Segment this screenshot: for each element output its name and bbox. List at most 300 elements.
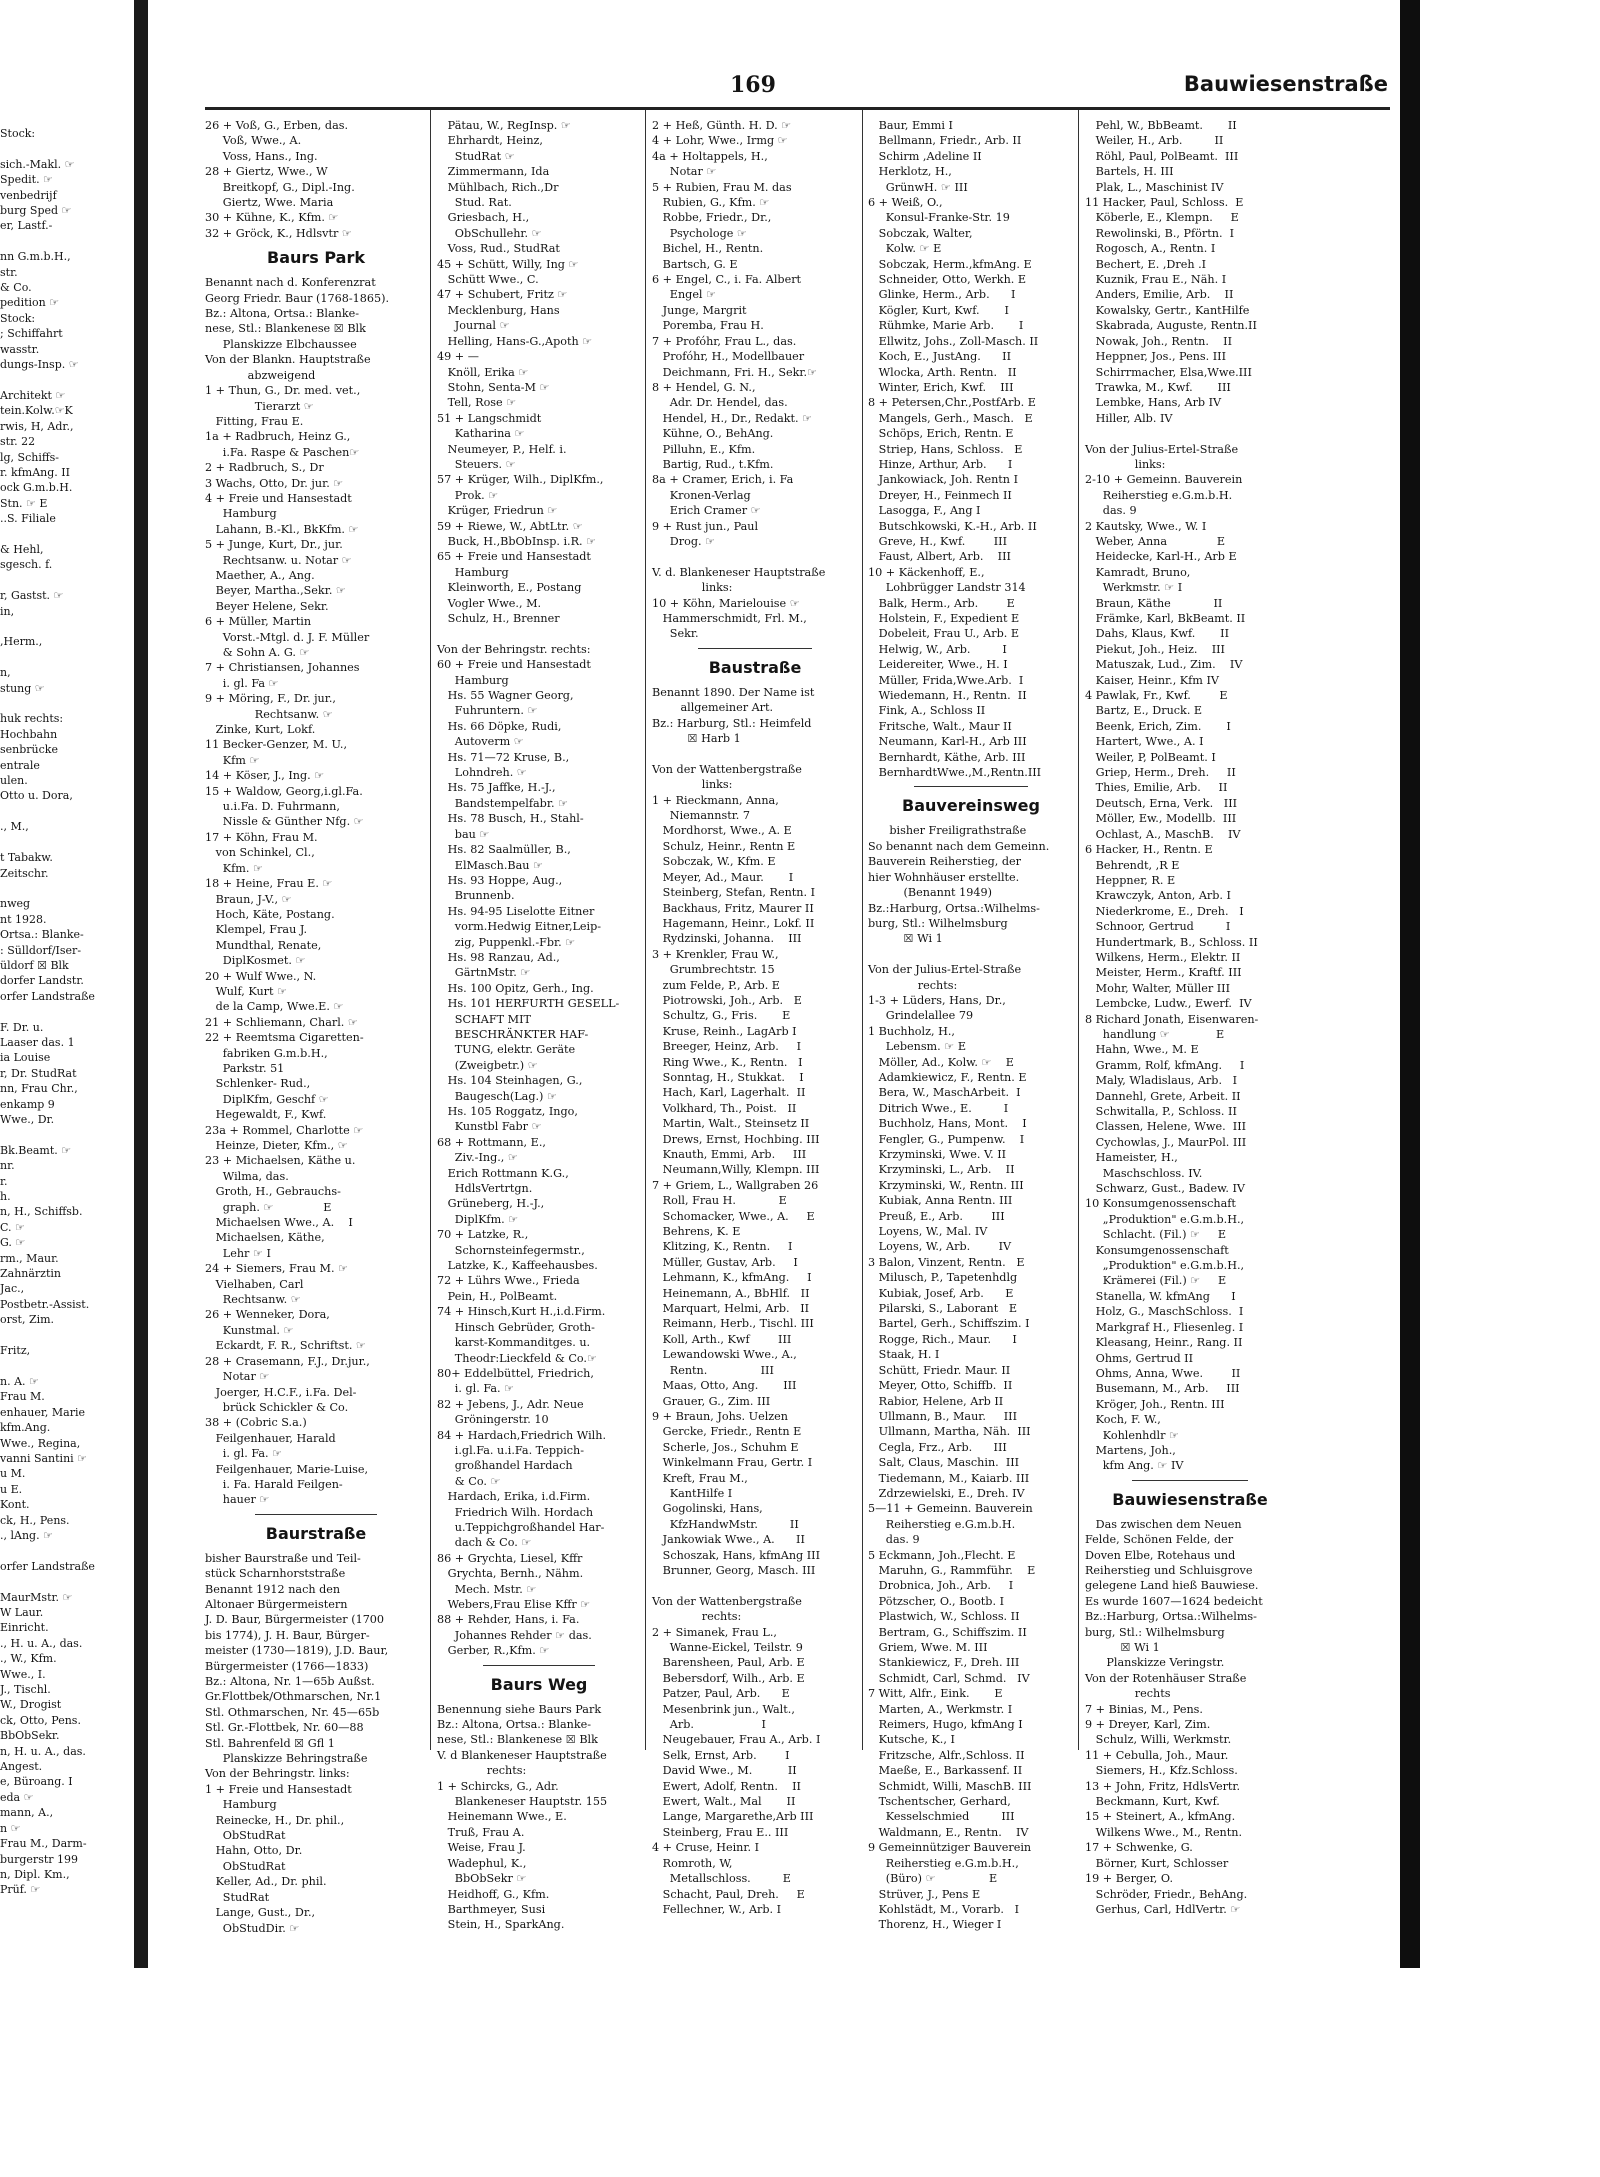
directory-entry: TUNG, elektr. Geräte — [437, 1043, 576, 1057]
directory-entry — [0, 527, 128, 542]
directory-entry: Backhaus, Fritz, Maurer II — [652, 901, 814, 915]
directory-entry: Wadephul, K., — [437, 1856, 527, 1870]
directory-entry: 59 + Riewe, W., AbtLtr. ☞ — [437, 519, 583, 533]
directory-entry: Weber, Anna E — [1085, 534, 1225, 548]
directory-entry: Sobczak, W., Kfm. E — [652, 855, 776, 869]
directory-entry: 51 + Langschmidt — [437, 411, 542, 425]
directory-entry: StudRat ☞ — [437, 149, 515, 163]
directory-entry: Meister, Herm., Kraftf. III — [1085, 966, 1242, 980]
directory-entry: Schwarz, Gust., Badew. IV — [1085, 1182, 1245, 1196]
directory-entry: ..S. Filiale — [0, 512, 56, 526]
directory-entry: Bartsch, G. E — [652, 257, 738, 271]
directory-entry: Fitting, Frau E. — [205, 414, 304, 428]
directory-entry: Barthmeyer, Susi — [437, 1902, 546, 1916]
directory-entry: V. d Blankeneser Hauptstraße — [437, 1748, 607, 1762]
directory-entry: 5—11 + Gemeinn. Bauverein — [868, 1502, 1033, 1516]
directory-entry: Kubiak, Josef, Arb. E — [868, 1286, 1014, 1300]
directory-entry: Robbe, Friedr., Dr., — [652, 211, 772, 225]
directory-entry: Profóhr, H., Modellbauer — [652, 350, 805, 364]
column-divider — [862, 110, 863, 1750]
directory-entry — [0, 373, 128, 388]
directory-entry: Johannes Rehder ☞ das. — [437, 1628, 592, 1642]
directory-entry: Kohlstädt, M., Vorarb. I — [868, 1902, 1020, 1916]
directory-entry: Jankowiak Wwe., A. II — [652, 1533, 805, 1547]
directory-entry: Vogler Wwe., M. — [437, 596, 542, 610]
directory-entry: Braun, Käthe II — [1085, 596, 1223, 610]
book-spine-shadow — [134, 0, 148, 2177]
directory-entry: 3 + Krenkler, Frau W., — [652, 947, 779, 961]
directory-entry: Hs. 78 Busch, H., Stahl- — [437, 812, 584, 826]
directory-entry: Loyens, W., Arb. IV — [868, 1240, 1012, 1254]
directory-entry: 84 + Hardach,Friedrich Wilh. — [437, 1428, 606, 1442]
directory-entry: rm., Maur. — [0, 1251, 59, 1265]
directory-entry: Otto u. Dora, — [0, 789, 73, 803]
directory-entry: ; Schiffahrt — [0, 327, 63, 341]
directory-entry: Kunstmal. ☞ — [205, 1323, 294, 1337]
directory-entry: Striep, Hans, Schloss. E — [868, 442, 1023, 456]
directory-entry: Schmidt, Willi, MaschB. III — [868, 1779, 1032, 1793]
directory-entry: Lembcke, Ludw., Ewerf. IV — [1085, 997, 1252, 1011]
directory-entry: Stock: — [0, 311, 36, 325]
directory-entry: Von der Behringstr. links: — [205, 1767, 350, 1781]
directory-entry: Rechtsanw. ☞ — [205, 1293, 301, 1307]
directory-entry: Nowak, Joh., Rentn. II — [1085, 334, 1232, 348]
directory-entry: u E. — [0, 1482, 23, 1496]
directory-entry: Balk, Herm., Arb. E — [868, 596, 1015, 610]
directory-entry: Leidereiter, Wwe., H. I — [868, 658, 1008, 672]
directory-entry: rechts — [1085, 1687, 1171, 1701]
directory-entry: Pilluhn, E., Kfm. — [652, 442, 756, 456]
directory-entry: 13 + John, Fritz, HdlsVertr. — [1085, 1779, 1241, 1793]
directory-entry: F. Dr. u. — [0, 1020, 44, 1034]
directory-entry: i. Fa. Harald Feilgen- — [205, 1477, 343, 1491]
street-heading: Baustraße — [708, 657, 802, 677]
directory-entry: Bertram, G., Schiffszim. II — [868, 1625, 1027, 1639]
directory-entry: Lebensm. ☞ E — [868, 1040, 967, 1054]
directory-entry: C. ☞ — [0, 1220, 25, 1234]
directory-entry: 8 + Hendel, G. N., — [652, 380, 756, 394]
directory-entry: Helling, Hans-G.,Apoth ☞ — [437, 334, 593, 348]
directory-entry: abzweigend — [205, 368, 316, 382]
directory-entry: Baugesch(Lag.) ☞ — [437, 1089, 558, 1103]
directory-entry: GrünwH. ☞ III — [868, 180, 968, 194]
column-divider — [1078, 110, 1079, 1750]
directory-entry: Blankeneser Hauptstr. 155 — [437, 1795, 608, 1809]
directory-entry: Hoch, Käte, Postang. — [205, 907, 335, 921]
directory-entry: Lembke, Hans, Arb IV — [1085, 396, 1222, 410]
directory-entry: Groth, H., Gebrauchs- — [205, 1185, 341, 1199]
directory-entry: Bauverein Reiherstieg, der — [868, 855, 1021, 869]
directory-entry: Bz.: Altona, Ortsa.: Blanke- — [437, 1718, 592, 1732]
directory-entry: Maether, A., Ang. — [205, 568, 315, 582]
directory-entry: meister (1730—1819), J.D. Baur, — [205, 1644, 389, 1658]
directory-entry: „Produktion" e.G.m.b.H., — [1085, 1212, 1245, 1226]
directory-entry: Reimann, Herb., Tischl. III — [652, 1317, 814, 1331]
directory-entry: Webers,Frau Elise Kffr ☞ — [437, 1598, 591, 1611]
directory-entry: Hs. 101 HERFURTH GESELL- — [437, 997, 620, 1011]
directory-entry: Benennung siehe Baurs Park — [437, 1702, 602, 1716]
directory-entry: Mordhorst, Wwe., A. E — [652, 824, 792, 838]
directory-entry: Heidhoff, G., Kfm. — [437, 1887, 550, 1901]
directory-entry: Bz.:Harburg, Ortsa.:Wilhelms- — [868, 901, 1040, 915]
directory-entry: Ortsa.: Blanke- — [0, 928, 84, 942]
directory-entry: sich.-Makl. ☞ — [0, 157, 75, 171]
directory-entry: Feilgenhauer, Marie-Luise, — [205, 1462, 369, 1476]
directory-entry: 47 + Schubert, Fritz ☞ — [437, 288, 568, 302]
directory-entry: Greve, H., Kwf. III — [868, 534, 1007, 548]
directory-entry: Hs. 55 Wagner Georg, — [437, 689, 574, 703]
directory-entry: 86 + Grychta, Liesel, Kffr — [437, 1551, 583, 1565]
directory-entry: Stock: — [0, 127, 36, 140]
directory-entry: BbObSekr ☞ — [437, 1872, 527, 1886]
directory-entry: Hs. 93 Hoppe, Aug., — [437, 873, 563, 887]
directory-entry: links: — [652, 581, 733, 595]
directory-entry: Preuß, E., Arb. III — [868, 1209, 1005, 1223]
directory-entry: Keller, Ad., Dr. phil. — [205, 1875, 327, 1889]
directory-entry: Hammerschmidt, Frl. M., — [652, 612, 807, 625]
directory-entry: Hamburg — [205, 1798, 277, 1812]
directory-entry: Fuhruntern. ☞ — [437, 704, 538, 718]
directory-entry: : Sülldorf/Iser- — [0, 943, 82, 957]
directory-entry: Reiherstieg e.G.m.b.H. — [868, 1517, 1016, 1531]
directory-entry: KantHilfe I — [652, 1486, 733, 1500]
directory-entry: Skabrada, Auguste, Rentn.II — [1085, 319, 1257, 333]
directory-entry: r. kfmAng. II — [0, 465, 70, 479]
column-5 — [1085, 118, 1295, 1918]
directory-entry: 7 Witt, Alfr., Eink. E — [868, 1687, 1003, 1701]
directory-entry: Rabior, Helene, Arb II — [868, 1394, 1004, 1408]
directory-entry: 7 + Profóhr, Frau L., das. — [652, 334, 797, 348]
directory-entry: Bernhardt, Käthe, Arb. III — [868, 750, 1026, 764]
directory-entry: 1 + Rieckmann, Anna, — [652, 793, 779, 807]
directory-entry: Stein, H., SparkAng. — [437, 1918, 565, 1932]
directory-entry: das. 9 — [1085, 504, 1137, 518]
directory-entry: Plastwich, W., Schloss. II — [868, 1610, 1020, 1624]
directory-entry: r, Dr. StudRat — [0, 1066, 77, 1080]
directory-entry: Von der Julius-Ertel-Straße — [868, 963, 1022, 977]
directory-entry: Metallschloss. E — [652, 1872, 791, 1886]
directory-entry: Wilkens Wwe., M., Rentn. — [1085, 1825, 1243, 1839]
directory-entry: Jankowiack, Joh. Rentn I — [868, 473, 1018, 487]
directory-entry: Mecklenburg, Hans — [437, 303, 560, 317]
directory-entry: 2 + Simanek, Frau L., — [652, 1625, 777, 1639]
directory-entry: Volkhard, Th., Poist. II — [652, 1101, 797, 1115]
directory-entry: dorfer Landstr. — [0, 974, 84, 988]
directory-entry: Grychta, Bernh., Nähm. — [437, 1567, 584, 1581]
directory-entry: Hamburg — [437, 673, 509, 687]
directory-entry: Truß, Frau A. — [437, 1825, 525, 1839]
directory-entry: Bartels, H. III — [1085, 165, 1174, 179]
directory-entry: Von der Rotenhäuser Straße — [1085, 1671, 1247, 1685]
directory-entry: Frau M. — [0, 1390, 45, 1404]
directory-entry: Konsul-Franke-Str. 19 — [868, 211, 1010, 225]
directory-entry: Hinsch Gebrüder, Groth- — [437, 1320, 595, 1334]
directory-entry: zum Felde, P., Arb. E — [652, 978, 780, 992]
directory-entry: Lohbrügger Landstr 314 — [868, 581, 1026, 595]
directory-entry: ObStudRat — [205, 1829, 286, 1843]
directory-entry: 28 + Giertz, Wwe., W — [205, 165, 328, 179]
directory-entry: Gr.Flottbek/Othmarschen, Nr.1 — [205, 1690, 382, 1704]
directory-entry: Bz.: Altona, Nr. 1—65b Außst. — [205, 1675, 375, 1688]
column-4 — [868, 118, 1074, 1932]
section-rule — [255, 1514, 377, 1515]
directory-entry: Schmidt, Carl, Schmd. IV — [868, 1671, 1030, 1685]
directory-entry: Hardach, Erika, i.d.Firm. — [437, 1490, 591, 1504]
directory-entry: Benannt nach d. Konferenzrat — [205, 276, 376, 290]
directory-entry: Herklotz, H., — [868, 165, 952, 179]
directory-entry: Rentn. III — [652, 1363, 774, 1377]
directory-entry: Eckardt, F. R., Schriftst. ☞ — [205, 1339, 366, 1353]
directory-entry: t Tabakw. — [0, 851, 53, 865]
directory-entry: Trawka, M., Kwf. III — [1085, 380, 1231, 394]
directory-entry: Kuznik, Frau E., Näh. I — [1085, 273, 1227, 287]
directory-entry: Lasogga, F., Ang I — [868, 504, 981, 518]
directory-entry: Hahn, Otto, Dr. — [205, 1844, 303, 1858]
directory-entry: Wilma, das. — [205, 1169, 289, 1183]
directory-entry: senbrücke — [0, 743, 58, 757]
directory-entry: Marquart, Helmi, Arb. II — [652, 1302, 810, 1316]
directory-entry: Hiller, Alb. IV — [1085, 411, 1173, 425]
directory-entry: Prüf. ☞ — [0, 1883, 41, 1897]
directory-entry: 9 + Braun, Johs. Uelzen — [652, 1409, 788, 1423]
directory-entry: hier Wohnhäuser erstellte. — [868, 870, 1020, 884]
directory-entry: Loyens, W., Mal. IV — [868, 1225, 988, 1239]
directory-entry — [652, 1578, 858, 1593]
directory-entry: Breeger, Heinz, Arb. I — [652, 1040, 802, 1054]
directory-entry: DiplKosmet. ☞ — [205, 954, 306, 968]
directory-entry: Wwe., Dr. — [0, 1113, 55, 1126]
directory-entry: Dreyer, H., Feinmech II — [868, 488, 1012, 502]
directory-entry: Lange, Margarethe,Arb III — [652, 1810, 814, 1824]
directory-entry: Niemannstr. 7 — [652, 809, 751, 823]
directory-entry: rechts: — [437, 1764, 527, 1778]
directory-entry: Planskizze Veringstr. — [1085, 1656, 1225, 1670]
directory-entry: Hs. 94-95 Liselotte Eitner — [437, 904, 595, 918]
directory-entry: 2-10 + Gemeinn. Bauverein — [1085, 473, 1243, 487]
directory-entry: karst-Kommanditges. u. — [437, 1336, 591, 1350]
directory-entry: ,Herm., — [0, 635, 43, 649]
directory-entry: Schultz, G., Fris. E — [652, 1009, 791, 1023]
directory-entry: Wwe., Regina, — [0, 1436, 81, 1450]
directory-entry: Waldmann, E., Rentn. IV — [868, 1825, 1029, 1839]
directory-entry: Drog. ☞ — [652, 534, 716, 548]
street-heading: Baurs Park — [267, 248, 365, 268]
directory-entry: gelegene Land hieß Bauwiese. — [1085, 1579, 1259, 1593]
directory-entry: Kont. — [0, 1498, 30, 1512]
directory-entry: 21 + Schliemann, Charl. ☞ — [205, 1015, 358, 1029]
directory-entry: Beyer Helene, Sekr. — [205, 599, 329, 613]
directory-entry: Journal ☞ — [437, 319, 510, 333]
section-rule — [483, 1665, 595, 1666]
directory-entry: Maschschloss. IV. — [1085, 1166, 1203, 1180]
directory-entry: 2 + Radbruch, S., Dr — [205, 461, 324, 475]
directory-entry: BbObSekr. — [0, 1729, 60, 1743]
directory-entry: 17 + Schwenke, G. — [1085, 1841, 1193, 1855]
directory-entry: 5 + Rubien, Frau M. das — [652, 180, 792, 194]
directory-entry: 72 + Lührs Wwe., Frieda — [437, 1274, 580, 1288]
directory-entry: Maas, Otto, Ang. III — [652, 1379, 797, 1393]
directory-entry: Kreft, Frau M., — [652, 1471, 748, 1485]
directory-entry: Fink, A., Schloss II — [868, 704, 986, 718]
directory-entry: 9 + Dreyer, Karl, Zim. — [1085, 1718, 1211, 1732]
directory-entry: n, H. u. A., das. — [0, 1744, 86, 1758]
directory-entry: Lahann, B.-Kl., BkKfm. ☞ — [205, 522, 359, 536]
directory-entry: 1 + Thun, G., Dr. med. vet., — [205, 384, 361, 398]
directory-entry — [652, 746, 858, 761]
directory-entry: Knöll, Erika ☞ — [437, 365, 529, 379]
directory-entry: Schulz, H., Brenner — [437, 612, 560, 625]
directory-entry: stung ☞ — [0, 681, 45, 695]
directory-entry: MaurMstr. ☞ — [0, 1590, 73, 1604]
directory-entry: Von der Wattenbergstraße — [652, 762, 802, 776]
directory-entry: Sobczak, Walter, — [868, 226, 973, 240]
directory-entry: Felde, Schönen Felde, der — [1085, 1533, 1234, 1547]
directory-entry: Schneider, Otto, Werkh. E — [868, 273, 1027, 287]
directory-entry: Heinemann Wwe., E. — [437, 1810, 567, 1824]
directory-entry: 26 + Wenneker, Dora, — [205, 1308, 330, 1322]
directory-entry: Fritz, — [0, 1344, 31, 1358]
directory-entry: Reimers, Hugo, kfmAng I — [868, 1718, 1023, 1732]
directory-entry: 7 + Binias, M., Pens. — [1085, 1702, 1203, 1716]
directory-entry: & Co. ☞ — [437, 1474, 501, 1488]
directory-entry: Nissle & Günther Nfg. ☞ — [205, 815, 364, 829]
directory-entry: Milusch, P., Tapetenhdlg — [868, 1271, 1018, 1285]
directory-entry: zig, Puppenkl.-Fbr. ☞ — [437, 935, 576, 949]
section-rule — [698, 648, 811, 649]
directory-entry: Lewandowski Wwe., A., — [652, 1348, 797, 1362]
directory-entry: 80+ Eddelbüttel, Friedrich, — [437, 1366, 594, 1380]
directory-entry: Matuszak, Lud., Zim. IV — [1085, 658, 1243, 672]
directory-entry: Benannt 1912 nach den — [205, 1582, 341, 1596]
directory-entry: Wulf, Kurt ☞ — [205, 984, 288, 998]
directory-entry: Lehmann, K., kfmAng. I — [652, 1271, 812, 1285]
directory-entry: ock G.m.b.H. — [0, 481, 73, 495]
directory-entry: orst, Zim. — [0, 1313, 55, 1327]
directory-entry: Anders, Emilie, Arb. II — [1085, 288, 1234, 302]
directory-entry: Katharina ☞ — [437, 427, 525, 441]
directory-entry: r. — [0, 1174, 8, 1188]
directory-entry: Hs. 82 Saalmüller, B., — [437, 843, 571, 857]
directory-entry: Weiler, P, PolBeamt. I — [1085, 750, 1216, 764]
directory-entry: Thies, Emilie, Arb. II — [1085, 781, 1228, 795]
directory-entry: Gramm, Rolf, kfmAng. I — [1085, 1058, 1245, 1072]
directory-entry: e, Büroang. I — [0, 1775, 73, 1789]
directory-entry: Steuers. ☞ — [437, 457, 516, 471]
directory-entry: 1a + Radbruch, Heinz G., — [205, 430, 351, 444]
directory-entry: Hamburg — [437, 565, 509, 579]
directory-entry: Stl. Othmarschen, Nr. 45—65b — [205, 1705, 380, 1719]
directory-entry: Stohn, Senta-M ☞ — [437, 380, 550, 394]
directory-entry: kfm Ang. ☞ IV — [1085, 1459, 1184, 1473]
directory-entry: 14 + Köser, J., Ing. ☞ — [205, 769, 325, 783]
directory-entry: 88 + Rehder, Hans, i. Fa. — [437, 1613, 580, 1627]
directory-entry: 4 + Cruse, Heinr. I — [652, 1841, 760, 1855]
directory-entry: Martens, Joh., — [1085, 1443, 1176, 1457]
directory-entry: Schlacht. (Fil.) ☞ E — [1085, 1228, 1226, 1242]
directory-entry: Kesselschmied III — [868, 1810, 1015, 1824]
directory-entry: 9 Gemeinnütziger Bauverein — [868, 1841, 1032, 1855]
directory-entry: Krämerei (Fil.) ☞ E — [1085, 1274, 1227, 1288]
directory-entry: 32 + Gröck, K., Hdlsvtr ☞ — [205, 226, 352, 240]
entries — [205, 275, 427, 1508]
directory-entry: StudRat — [205, 1890, 270, 1904]
directory-entry: Joerger, H.C.F., i.Fa. Del- — [205, 1385, 357, 1399]
page-number: 169 — [730, 72, 776, 98]
directory-entry: Rewolinski, B., Pförtn. I — [1085, 226, 1235, 240]
directory-entry: Scherle, Jos., Schuhm E — [652, 1440, 799, 1454]
directory-entry: Grumbrechtstr. 15 — [652, 963, 775, 977]
directory-entry: Schütt Wwe., C. — [437, 273, 539, 287]
directory-entry: vorm.Hedwig Eitner,Leip- — [437, 920, 602, 934]
directory-entry: Engel ☞ — [652, 288, 717, 302]
directory-entry: Dahs, Klaus, Kwf. II — [1085, 627, 1229, 641]
directory-entry: Reiherstieg e.G.m.b.H. — [1085, 488, 1233, 502]
directory-entry: Bk.Beamt. ☞ — [0, 1143, 72, 1157]
directory-entry — [0, 650, 128, 665]
directory-entry: Meyer, Otto, Schiffb. II — [868, 1379, 1013, 1393]
directory-entry: Junge, Margrit — [652, 303, 747, 317]
entries — [652, 685, 858, 1918]
directory-entry: burg, Stl.: Wilhelmsburg — [1085, 1625, 1225, 1639]
directory-entry: ObStudDir. ☞ — [205, 1921, 300, 1935]
directory-entry: Piekut, Joh., Heiz. III — [1085, 642, 1225, 656]
directory-entry: Tiedemann, M., Kaiarb. III — [868, 1471, 1030, 1485]
directory-entry: r, Gastst. ☞ — [0, 589, 64, 603]
directory-entry: 4 Pawlak, Fr., Kwf. E — [1085, 689, 1228, 703]
directory-entry: Drews, Ernst, Hochbing. III — [652, 1132, 820, 1146]
directory-entry — [0, 141, 128, 156]
directory-entry: Classen, Helene, Wwe. III — [1085, 1120, 1247, 1134]
directory-entry: 8a + Cramer, Erich, i. Fa — [652, 473, 794, 487]
directory-entry: Winkelmann Frau, Gertr. I — [652, 1456, 813, 1470]
directory-entry: Ellwitz, Johs., Zoll-Masch. II — [868, 334, 1039, 348]
directory-entry: handlung ☞ E — [1085, 1027, 1225, 1041]
directory-entry: Weiler, H., Arb. II — [1085, 134, 1224, 148]
directory-entry: Hs. 98 Ranzau, Ad., — [437, 950, 560, 964]
directory-entry: nweg — [0, 897, 31, 911]
directory-entry: Dobeleit, Frau U., Arb. E — [868, 627, 1020, 641]
directory-entry: Dannehl, Grete, Arbeit. II — [1085, 1089, 1241, 1103]
directory-entry: Lehr ☞ I — [205, 1246, 271, 1260]
directory-entry: Zimmermann, Ida — [437, 165, 550, 179]
directory-entry: Schirrmacher, Elsa,Wwe.III — [1085, 365, 1252, 379]
directory-entry: Busemann, M., Arb. III — [1085, 1382, 1240, 1396]
directory-entry: Marten, A., Werkmstr. I — [868, 1702, 1013, 1716]
directory-entry: Kohlenhdlr ☞ — [1085, 1428, 1180, 1442]
directory-entry: vanni Santini ☞ — [0, 1451, 88, 1465]
section-rule — [914, 786, 1027, 787]
column-divider — [645, 110, 646, 1750]
directory-entry: Maeße, E., Barkassenf. II — [868, 1764, 1023, 1778]
directory-entry: DiplKfm, Geschf ☞ — [205, 1092, 329, 1106]
directory-entry: So benannt nach dem Gemeinn. — [868, 839, 1050, 853]
directory-entry: Steinberg, Stefan, Rentn. I — [652, 886, 816, 900]
directory-entry: venbedrijf — [0, 188, 57, 202]
directory-entry: Schomacker, Wwe., A. E — [652, 1209, 815, 1223]
directory-entry: Das zwischen dem Neuen — [1085, 1517, 1242, 1531]
directory-entry: Cychowlas, J., MaurPol. III — [1085, 1135, 1247, 1149]
directory-entry: Schlenker- Rud., — [205, 1077, 311, 1091]
directory-entry: Pein, H., PolBeamt. — [437, 1289, 558, 1303]
directory-entry: Feilgenhauer, Harald — [205, 1431, 336, 1445]
directory-entry: 4a + Holtappels, H., — [652, 149, 768, 163]
directory-entry: n, Dipl. Km., — [0, 1867, 70, 1881]
directory-entry: Helwig, W., Arb. I — [868, 642, 1007, 656]
directory-entry: J. D. Baur, Bürgermeister (1700 — [205, 1613, 385, 1627]
directory-entry: Buck, H.,BbObInsp. i.R. ☞ — [437, 534, 597, 548]
directory-entry: Kunstbl Fabr ☞ — [437, 1120, 542, 1134]
directory-entry: Niederkrome, E., Dreh. I — [1085, 904, 1244, 918]
